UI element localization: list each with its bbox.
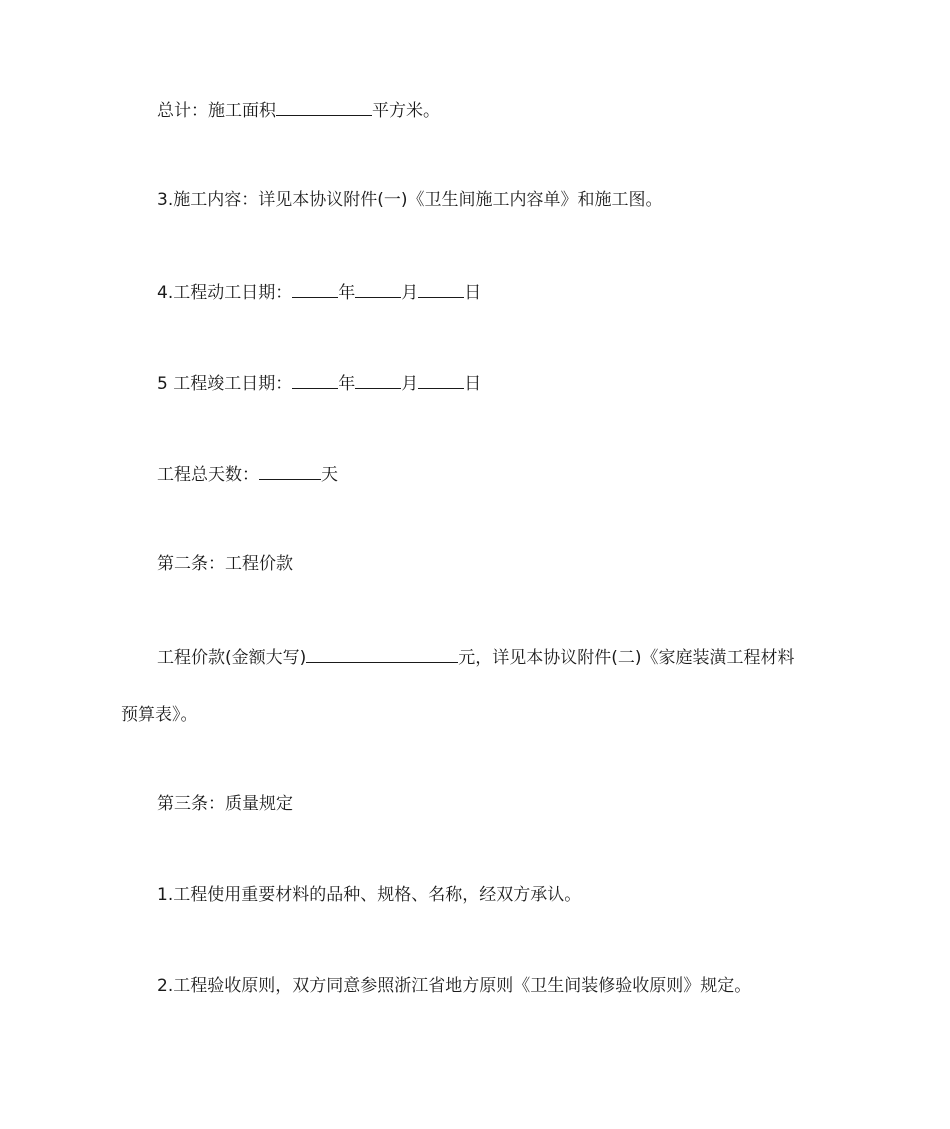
price-line	[157, 644, 795, 670]
quality-clause-1	[157, 883, 581, 907]
total-area-blank	[276, 97, 372, 116]
total-days-unit: 天	[321, 465, 338, 485]
price-label: 工程价款(金额大写)	[157, 648, 307, 668]
total-days-label: 工程总天数：	[157, 465, 259, 485]
start-day-unit: 日	[464, 283, 482, 303]
end-date-line	[157, 370, 481, 396]
quality-clause-2-text: 2.工程验收原则，双方同意参照浙江省地方原则《卫生间装修验收原则》规定。	[157, 976, 752, 996]
total-days-blank	[259, 461, 321, 480]
article-3-heading	[157, 792, 293, 816]
quality-clause-1-text: 1.工程使用重要材料的品种、规格、名称，经双方承认。	[157, 885, 582, 905]
article-2-heading	[157, 552, 293, 576]
price-suffix: 元，详见本协议附件(二)《家庭装潢工程材料	[458, 648, 795, 668]
construction-content-line	[157, 188, 662, 212]
end-day-blank	[418, 370, 464, 389]
price-continuation-text: 预算表》。	[121, 705, 198, 725]
total-area-line	[157, 97, 440, 123]
end-date-label: 5 工程竣工日期：	[157, 374, 293, 394]
construction-content-text: 3.施工内容：详见本协议附件(一)《卫生间施工内容单》和施工图。	[157, 190, 663, 210]
end-year-unit: 年	[338, 374, 356, 394]
end-day-unit: 日	[464, 374, 482, 394]
article-2-text: 第二条：工程价款	[157, 554, 293, 574]
price-continuation-line	[121, 703, 198, 727]
end-year-blank	[292, 370, 338, 389]
start-date-line	[157, 279, 481, 305]
start-month-blank	[355, 279, 401, 298]
start-year-unit: 年	[338, 283, 356, 303]
start-year-blank	[292, 279, 338, 298]
total-area-unit: 平方米。	[372, 101, 440, 121]
start-month-unit: 月	[401, 283, 419, 303]
end-month-unit: 月	[401, 374, 419, 394]
start-day-blank	[418, 279, 464, 298]
price-amount-blank	[306, 644, 458, 663]
total-area-label: 总计：施工面积	[157, 101, 276, 121]
start-date-label: 4.工程动工日期：	[157, 283, 293, 303]
end-month-blank	[355, 370, 401, 389]
article-3-text: 第三条：质量规定	[157, 794, 293, 814]
total-days-line	[157, 461, 338, 487]
quality-clause-2	[157, 974, 751, 998]
